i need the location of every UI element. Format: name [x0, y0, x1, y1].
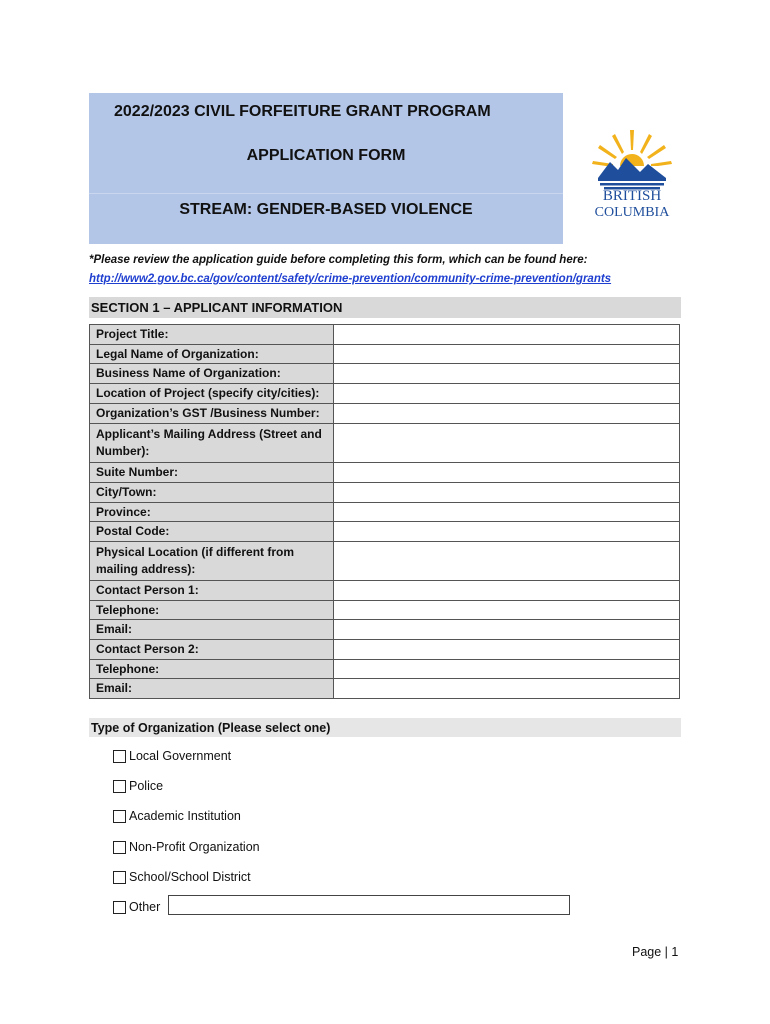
checkbox[interactable]	[113, 871, 126, 884]
field-input[interactable]	[334, 660, 680, 679]
form-row	[90, 463, 680, 483]
option-label: Other	[129, 900, 161, 914]
field-input[interactable]	[334, 404, 680, 424]
logo-text-columbia: COLUMBIA	[594, 205, 670, 220]
field-label: Contact Person 1:	[90, 581, 334, 601]
option-other[interactable]	[113, 900, 160, 914]
checkbox[interactable]	[113, 901, 126, 914]
field-input[interactable]	[334, 679, 680, 699]
field-input[interactable]	[334, 581, 680, 601]
form-row	[90, 345, 680, 364]
form-row	[90, 384, 680, 404]
form-row	[90, 325, 680, 345]
header-divider	[89, 193, 563, 194]
field-label: Business Name of Organization:	[90, 364, 334, 384]
option-label: Non-Profit Organization	[129, 840, 260, 854]
form-row	[90, 620, 680, 640]
option-label: Local Government	[129, 749, 232, 763]
field-label: City/Town:	[90, 483, 334, 503]
field-label: Organization’s GST /Business Number:	[90, 404, 334, 424]
field-input[interactable]	[334, 483, 680, 503]
field-input[interactable]	[334, 463, 680, 483]
form-row	[90, 503, 680, 522]
other-org-input[interactable]	[168, 895, 570, 915]
applicant-info-table	[89, 324, 680, 699]
option-label: Police	[129, 779, 164, 793]
option-school-district[interactable]	[113, 870, 251, 884]
field-input[interactable]	[334, 601, 680, 620]
form-row	[90, 404, 680, 424]
field-input[interactable]	[334, 325, 680, 345]
checkbox[interactable]	[113, 780, 126, 793]
form-row	[90, 581, 680, 601]
field-label: Email:	[90, 620, 334, 640]
form-row	[90, 522, 680, 542]
form-title: 2022/2023 CIVIL FORFEITURE GRANT PROGRAM	[114, 103, 491, 120]
option-local-government[interactable]	[113, 749, 231, 763]
field-label: Legal Name of Organization:	[90, 345, 334, 364]
form-row	[90, 601, 680, 620]
option-non-profit[interactable]	[113, 840, 260, 854]
option-label: Academic Institution	[129, 809, 241, 823]
field-label: Suite Number:	[90, 463, 334, 483]
field-input[interactable]	[334, 345, 680, 364]
option-academic-institution[interactable]	[113, 809, 241, 823]
org-type-heading: Type of Organization (Please select one)	[89, 718, 681, 737]
form-row	[90, 424, 680, 463]
field-input[interactable]	[334, 364, 680, 384]
section-1-heading: SECTION 1 – APPLICANT INFORMATION	[89, 297, 681, 318]
form-row	[90, 364, 680, 384]
checkbox[interactable]	[113, 810, 126, 823]
field-label: Applicant’s Mailing Address (Street and Number):	[90, 424, 334, 463]
form-row	[90, 660, 680, 679]
field-label: Location of Project (specify city/cities):	[90, 384, 334, 404]
guide-note: *Please review the application guide before completing this form, which can be found here:	[89, 254, 588, 266]
field-input[interactable]	[334, 640, 680, 660]
form-subtitle: APPLICATION FORM	[246, 147, 406, 164]
bc-logo	[584, 128, 680, 220]
guide-link[interactable]: http://www2.gov.bc.ca/gov/content/safety/crime-prevention/community-crime-prevention/grants	[89, 273, 612, 285]
field-input[interactable]	[334, 542, 680, 581]
field-label: Province:	[90, 503, 334, 522]
field-label: Project Title:	[90, 325, 334, 345]
field-label: Postal Code:	[90, 522, 334, 542]
checkbox[interactable]	[113, 750, 126, 763]
field-label: Physical Location (if different from mailing address):	[90, 542, 334, 581]
bc-sun-mountains-icon	[584, 128, 680, 220]
field-label: Telephone:	[90, 601, 334, 620]
form-row	[90, 679, 680, 699]
field-label: Contact Person 2:	[90, 640, 334, 660]
form-row	[90, 640, 680, 660]
form-row	[90, 483, 680, 503]
field-label: Email:	[90, 679, 334, 699]
form-row	[90, 542, 680, 581]
field-label: Telephone:	[90, 660, 334, 679]
field-input[interactable]	[334, 620, 680, 640]
field-input[interactable]	[334, 522, 680, 542]
field-input[interactable]	[334, 384, 680, 404]
field-input[interactable]	[334, 503, 680, 522]
field-input[interactable]	[334, 424, 680, 463]
checkbox[interactable]	[113, 841, 126, 854]
option-police[interactable]	[113, 779, 163, 793]
option-label: School/School District	[129, 870, 251, 884]
form-stream: STREAM: GENDER-BASED VIOLENCE	[179, 201, 473, 218]
page-number: Page | 1	[632, 945, 679, 959]
logo-text-british: BRITISH	[602, 188, 662, 204]
